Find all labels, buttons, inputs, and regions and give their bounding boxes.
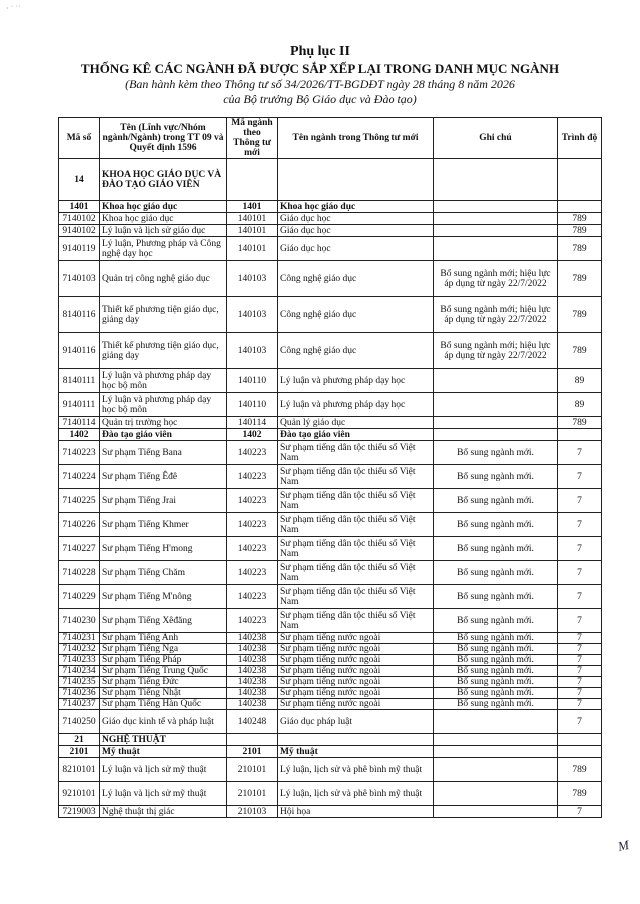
table-row (59, 417, 602, 429)
cell-old-name: Sư phạm Tiếng Khmer (100, 513, 227, 537)
cell-level: 7 (558, 441, 602, 465)
cell-note: Bổ sung ngành mới. (434, 609, 558, 633)
cell-new-name: Lý luận và phương pháp dạy học (278, 393, 434, 417)
cell-note (434, 159, 558, 201)
cell-code: 1402 (59, 429, 100, 441)
cell-code: 9140116 (59, 333, 100, 369)
cell-new-name: Lý luận, lịch sử và phê bình mỹ thuật (278, 782, 434, 806)
cell-code: 9140119 (59, 237, 100, 261)
cell-new-code: 140103 (227, 261, 278, 297)
cell-new-name: Lý luận và phương pháp dạy học (278, 369, 434, 393)
table-row (59, 225, 602, 237)
cell-code: 7140233 (59, 655, 100, 666)
table-row (59, 297, 602, 333)
col-header-old-name: Tên (Lĩnh vực/Nhóm ngành/Ngành) trong TT 09 và Quyết định 1596 (100, 118, 227, 159)
table-row (59, 513, 602, 537)
cell-code: 9140111 (59, 393, 100, 417)
cell-level: 7 (558, 489, 602, 513)
cell-new-name: Sư phạm tiếng dân tộc thiểu số Việt Nam (278, 609, 434, 633)
cell-level (558, 734, 602, 746)
cell-new-name: Sư phạm tiếng dân tộc thiểu số Việt Nam (278, 537, 434, 561)
cell-new-code: 140101 (227, 237, 278, 261)
cell-note (434, 201, 558, 213)
cell-old-name: Sư phạm Tiếng Jrai (100, 489, 227, 513)
cell-new-code: 140223 (227, 489, 278, 513)
cell-code: 8140111 (59, 369, 100, 393)
cell-note (434, 710, 558, 734)
cell-old-name: Sư phạm Tiếng Xêđăng (100, 609, 227, 633)
cell-new-code (227, 159, 278, 201)
cell-old-name: Lý luận và lịch sử mỹ thuật (100, 782, 227, 806)
cell-old-name: Lý luận và lịch sử mỹ thuật (100, 758, 227, 782)
table-row (59, 561, 602, 585)
issued-line: (Ban hành kèm theo Thông tư số 34/2026/TT-BGDĐT ngày 28 tháng 8 năm 2026 (125, 77, 515, 91)
cell-new-code: 140223 (227, 609, 278, 633)
cell-level: 7 (558, 561, 602, 585)
cell-code: 8140116 (59, 297, 100, 333)
cell-new-name (278, 734, 434, 746)
cell-level: 7 (558, 513, 602, 537)
cell-code: 7140234 (59, 666, 100, 677)
cell-old-name: Sư phạm Tiếng Anh (100, 633, 227, 644)
cell-note (434, 734, 558, 746)
cell-new-name: Sư phạm tiếng dân tộc thiểu số Việt Nam (278, 561, 434, 585)
cell-level (558, 429, 602, 441)
cell-note (434, 213, 558, 225)
cell-new-code: 140110 (227, 393, 278, 417)
cell-new-code (227, 734, 278, 746)
cell-new-code: 210101 (227, 782, 278, 806)
cell-code: 7140225 (59, 489, 100, 513)
cell-code: 7219003 (59, 806, 100, 818)
cell-new-code: 140238 (227, 699, 278, 710)
cell-level: 7 (558, 633, 602, 644)
cell-new-name: Sư phạm tiếng dân tộc thiểu số Việt Nam (278, 585, 434, 609)
cell-level: 789 (558, 225, 602, 237)
cell-level: 789 (558, 237, 602, 261)
cell-new-code: 140223 (227, 561, 278, 585)
cell-new-name: Sư phạm tiếng nước ngoài (278, 688, 434, 699)
table-row (59, 393, 602, 417)
cell-new-code: 140110 (227, 369, 278, 393)
cell-new-code: 140101 (227, 225, 278, 237)
table-row (59, 537, 602, 561)
table-header-row (59, 118, 602, 159)
cell-level: 7 (558, 806, 602, 818)
col-header-new-name: Tên ngành trong Thông tư mới (278, 118, 434, 159)
cell-old-name: Quản trị công nghệ giáo dục (100, 261, 227, 297)
cell-new-code: 140238 (227, 655, 278, 666)
table-row (59, 688, 602, 699)
cell-level: 789 (558, 333, 602, 369)
cell-old-name: Khoa học giáo dục (100, 213, 227, 225)
table-row (59, 369, 602, 393)
cell-note: Bổ sung ngành mới; hiệu lực áp dụng từ ngày 22/7/2022 (434, 261, 558, 297)
cell-old-name: Khoa học giáo dục (100, 201, 227, 213)
cell-new-code: 140223 (227, 585, 278, 609)
cell-new-name: Sư phạm tiếng nước ngoài (278, 699, 434, 710)
cell-new-code: 140238 (227, 666, 278, 677)
cell-new-name: Sư phạm tiếng dân tộc thiểu số Việt Nam (278, 465, 434, 489)
issued-line-2: của Bộ trưởng Bộ Giáo dục và Đào tạo) (223, 92, 417, 106)
cell-note (434, 806, 558, 818)
cell-note: Bổ sung ngành mới; hiệu lực áp dụng từ ngày 22/7/2022 (434, 333, 558, 369)
col-header-new-code: Mã ngành theo Thông tư mới (227, 118, 278, 159)
cell-level: 789 (558, 297, 602, 333)
cell-old-name: Sư phạm Tiếng Hàn Quốc (100, 699, 227, 710)
cell-level (558, 201, 602, 213)
cell-new-code: 140103 (227, 297, 278, 333)
cell-new-code: 140238 (227, 644, 278, 655)
cell-note (434, 393, 558, 417)
cell-note (434, 417, 558, 429)
table-row (59, 213, 602, 225)
cell-code: 7140236 (59, 688, 100, 699)
cell-new-name: Lý luận, lịch sử và phê bình mỹ thuật (278, 758, 434, 782)
cell-note: Bổ sung ngành mới. (434, 441, 558, 465)
cell-old-name: Nghệ thuật thị giác (100, 806, 227, 818)
cell-code: 21 (59, 734, 100, 746)
cell-new-name: Hội họa (278, 806, 434, 818)
cell-level: 789 (558, 758, 602, 782)
cell-level: 7 (558, 699, 602, 710)
table-row (59, 746, 602, 758)
cell-code: 7140250 (59, 710, 100, 734)
cell-new-name: Sư phạm tiếng dân tộc thiểu số Việt Nam (278, 489, 434, 513)
table-row (59, 806, 602, 818)
cell-old-name: Sư phạm Tiếng M'nông (100, 585, 227, 609)
cell-old-name: NGHỆ THUẬT (100, 734, 227, 746)
table-row (59, 666, 602, 677)
cell-note: Bổ sung ngành mới. (434, 465, 558, 489)
cell-old-name: Sư phạm Tiếng Trung Quốc (100, 666, 227, 677)
cell-code: 9140102 (59, 225, 100, 237)
cell-code: 7140229 (59, 585, 100, 609)
cell-new-name: Quản lý giáo dục (278, 417, 434, 429)
cell-level: 7 (558, 710, 602, 734)
table-row (59, 609, 602, 633)
table-row (59, 633, 602, 644)
cell-code: 7140102 (59, 213, 100, 225)
cell-new-name: Giáo dục học (278, 225, 434, 237)
cell-new-code: 140248 (227, 710, 278, 734)
cell-old-name: Sư phạm Tiếng Êđê (100, 465, 227, 489)
cell-new-code: 210101 (227, 758, 278, 782)
cell-new-name: Sư phạm tiếng nước ngoài (278, 655, 434, 666)
cell-old-name: Sư phạm Tiếng Nga (100, 644, 227, 655)
cell-new-code: 2101 (227, 746, 278, 758)
cell-old-name: Thiết kế phương tiện giáo dục, giảng dạy (100, 297, 227, 333)
appendix-title: Phụ lục II (290, 44, 350, 59)
table-row (59, 237, 602, 261)
cell-code: 7140227 (59, 537, 100, 561)
cell-old-name: Sư phạm Tiếng H'mong (100, 537, 227, 561)
cell-new-name: Khoa học giáo dục (278, 201, 434, 213)
cell-new-name: Mỹ thuật (278, 746, 434, 758)
cell-new-name: Giáo dục pháp luật (278, 710, 434, 734)
cell-code: 7140228 (59, 561, 100, 585)
table-row (59, 758, 602, 782)
cell-code: 14 (59, 159, 100, 201)
cell-old-name: Sư phạm Tiếng Pháp (100, 655, 227, 666)
cell-code: 7140230 (59, 609, 100, 633)
cell-note (434, 782, 558, 806)
table-row (59, 441, 602, 465)
appendix-subtitle: THỐNG KÊ CÁC NGÀNH ĐÃ ĐƯỢC SẮP XẾP LẠI TRONG DANH MỤC NGÀNH (80, 61, 560, 76)
cell-code: 7140226 (59, 513, 100, 537)
cell-code: 7140103 (59, 261, 100, 297)
cell-new-code: 140223 (227, 537, 278, 561)
cell-old-name: Sư phạm Tiếng Chăm (100, 561, 227, 585)
cell-note: Bổ sung ngành mới. (434, 699, 558, 710)
cell-level: 7 (558, 537, 602, 561)
cell-old-name: Lý luận và phương pháp dạy học bộ môn (100, 369, 227, 393)
cell-level: 89 (558, 369, 602, 393)
cell-level: 7 (558, 677, 602, 688)
cell-code: 7140224 (59, 465, 100, 489)
cell-level: 7 (558, 655, 602, 666)
table-row (59, 159, 602, 201)
cell-new-name: Sư phạm tiếng dân tộc thiểu số Việt Nam (278, 441, 434, 465)
cell-old-name: Thiết kế phương tiện giáo dục, giảng dạy (100, 333, 227, 369)
cell-note: Bổ sung ngành mới. (434, 666, 558, 677)
cell-old-name: Sư phạm Tiếng Bana (100, 441, 227, 465)
cell-code: 9210101 (59, 782, 100, 806)
cell-new-code: 140238 (227, 633, 278, 644)
cell-new-name: Sư phạm tiếng nước ngoài (278, 677, 434, 688)
cell-note: Bổ sung ngành mới. (434, 537, 558, 561)
cell-old-name: Lý luận và phương pháp dạy học bộ môn (100, 393, 227, 417)
cell-note: Bổ sung ngành mới. (434, 677, 558, 688)
scan-specks: · ˙ ˙˙ (6, 4, 21, 13)
cell-level: 7 (558, 585, 602, 609)
cell-note: Bổ sung ngành mới. (434, 644, 558, 655)
table-row (59, 699, 602, 710)
cell-note: Bổ sung ngành mới. (434, 561, 558, 585)
table-row (59, 655, 602, 666)
cell-note: Bổ sung ngành mới. (434, 633, 558, 644)
cell-new-name: Giáo dục học (278, 237, 434, 261)
cell-level (558, 159, 602, 201)
cell-new-name: Công nghệ giáo dục (278, 333, 434, 369)
cell-level: 7 (558, 465, 602, 489)
cell-level: 89 (558, 393, 602, 417)
cell-code: 7140231 (59, 633, 100, 644)
cell-code: 7140114 (59, 417, 100, 429)
cell-new-name: Sư phạm tiếng dân tộc thiểu số Việt Nam (278, 513, 434, 537)
cell-old-name: Sư phạm Tiếng Nhật (100, 688, 227, 699)
cell-new-name: Công nghệ giáo dục (278, 261, 434, 297)
cell-old-name: Giáo dục kinh tế và pháp luật (100, 710, 227, 734)
cell-note (434, 225, 558, 237)
cell-note: Bổ sung ngành mới. (434, 688, 558, 699)
cell-level: 789 (558, 417, 602, 429)
cell-new-code: 140103 (227, 333, 278, 369)
table-row (59, 644, 602, 655)
table-row (59, 782, 602, 806)
table-row (59, 201, 602, 213)
col-header-level: Trình độ (558, 118, 602, 159)
cell-level: 789 (558, 782, 602, 806)
cell-new-name: Đào tạo giáo viên (278, 429, 434, 441)
cell-new-name (278, 159, 434, 201)
cell-code: 7140232 (59, 644, 100, 655)
cell-level (558, 746, 602, 758)
table-row (59, 734, 602, 746)
cell-code: 2101 (59, 746, 100, 758)
cell-new-code: 140238 (227, 688, 278, 699)
cell-old-name: Đào tạo giáo viên (100, 429, 227, 441)
table-row (59, 677, 602, 688)
cell-new-name: Sư phạm tiếng nước ngoài (278, 666, 434, 677)
cell-new-code: 140223 (227, 441, 278, 465)
col-header-code: Mã số (59, 118, 100, 159)
cell-new-code: 140238 (227, 677, 278, 688)
handwritten-initial: M (616, 837, 631, 854)
cell-note (434, 369, 558, 393)
major-table (58, 117, 602, 818)
cell-old-name: Sư phạm Tiếng Đức (100, 677, 227, 688)
table-row (59, 710, 602, 734)
cell-new-code: 1402 (227, 429, 278, 441)
cell-old-name: KHOA HỌC GIÁO DỤC VÀ ĐÀO TẠO GIÁO VIÊN (100, 159, 227, 201)
cell-old-name: Mỹ thuật (100, 746, 227, 758)
cell-code: 7140223 (59, 441, 100, 465)
cell-note: Bổ sung ngành mới; hiệu lực áp dụng từ ngày 22/7/2022 (434, 297, 558, 333)
table-row (59, 261, 602, 297)
cell-new-code: 210103 (227, 806, 278, 818)
cell-note (434, 758, 558, 782)
cell-note: Bổ sung ngành mới. (434, 489, 558, 513)
cell-new-code: 1401 (227, 201, 278, 213)
table-row (59, 429, 602, 441)
cell-new-code: 140223 (227, 465, 278, 489)
cell-new-code: 140223 (227, 513, 278, 537)
table-row (59, 465, 602, 489)
cell-level: 7 (558, 666, 602, 677)
cell-note: Bổ sung ngành mới. (434, 655, 558, 666)
cell-level: 789 (558, 261, 602, 297)
cell-new-name: Giáo dục học (278, 213, 434, 225)
cell-code: 8210101 (59, 758, 100, 782)
table-row (59, 333, 602, 369)
cell-old-name: Lý luận, Phương pháp và Công nghệ dạy học (100, 237, 227, 261)
cell-old-name: Quản trị trường học (100, 417, 227, 429)
cell-note (434, 429, 558, 441)
cell-code: 1401 (59, 201, 100, 213)
cell-note: Bổ sung ngành mới. (434, 585, 558, 609)
cell-level: 7 (558, 644, 602, 655)
cell-code: 7140237 (59, 699, 100, 710)
cell-code: 7140235 (59, 677, 100, 688)
cell-new-code: 140101 (227, 213, 278, 225)
col-header-note: Ghi chú (434, 118, 558, 159)
cell-level: 7 (558, 609, 602, 633)
cell-new-name: Sư phạm tiếng nước ngoài (278, 644, 434, 655)
cell-note (434, 237, 558, 261)
cell-level: 7 (558, 688, 602, 699)
cell-new-code: 140114 (227, 417, 278, 429)
cell-new-name: Công nghệ giáo dục (278, 297, 434, 333)
cell-level: 789 (558, 213, 602, 225)
cell-note: Bổ sung ngành mới. (434, 513, 558, 537)
cell-old-name: Lý luận và lịch sử giáo dục (100, 225, 227, 237)
table-row (59, 489, 602, 513)
cell-new-name: Sư phạm tiếng nước ngoài (278, 633, 434, 644)
table-row (59, 585, 602, 609)
cell-note (434, 746, 558, 758)
